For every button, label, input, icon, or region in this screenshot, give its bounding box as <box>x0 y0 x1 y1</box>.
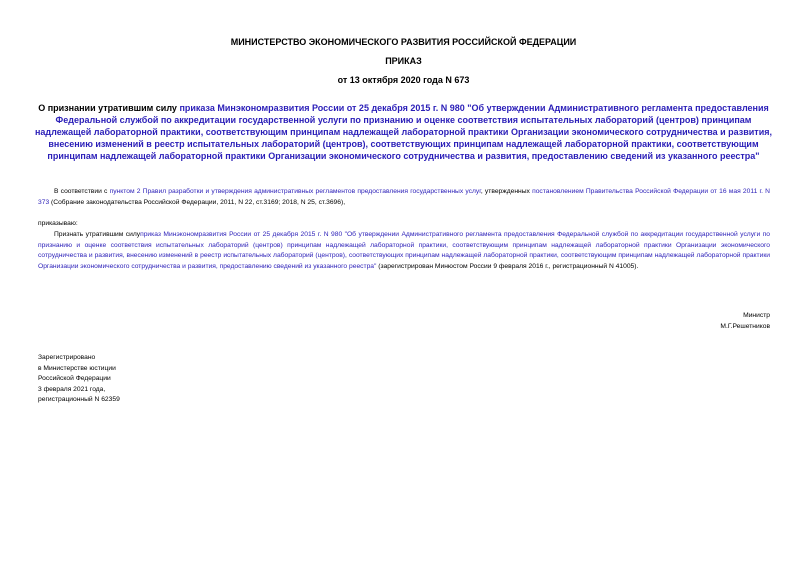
registration-line-2: в Министерстве юстиции <box>38 364 116 372</box>
link-order-980[interactable]: приказ Минэкономразвития России от 25 декабря 2015 г. N 980 "Об утверждении Административного регламента предоставления Федеральной службой по аккредитации государственной услуги по признанию и оценке соответствия испытательных лабораторий (центров) принципам надлежащей лабораторной практики, соответствующим принципам надлежащей лабораторной практики Организации экономического сотрудничества и развития, внесению изменений в реестр испытательных лабораторий (центров), соответствующих принципам надлежащей лабораторной практики, соответствующим принципам надлежащей лабораторной практики Организации экономического сотрудничества и развития, предоставлению сведений из указанного реестра" <box>38 231 770 270</box>
signature-block <box>720 311 770 332</box>
preamble-text-1: В соответствии с <box>54 188 110 195</box>
link-government-resolution-373[interactable]: постановлением Правительства Российской Федерации от 16 мая 2011 г. N 373 <box>38 188 771 206</box>
registration-line-5: регистрационный N 62359 <box>38 396 120 403</box>
order-paragraph <box>38 230 770 272</box>
preamble-text-3: (Собрание законодательства Российской Федерации, 2011, N 22, ст.3169; 2018, N 25, ст.3696), <box>49 198 346 206</box>
signatory-name: М.Г.Решетников <box>720 322 770 330</box>
link-rules-clause-2[interactable]: пунктом 2 Правил разработки и утверждения административных регламентов предоставления государственных услуг <box>109 188 481 195</box>
preamble-text-2: , утвержденных <box>480 188 533 195</box>
document-title <box>34 102 773 162</box>
registration-line-4: 3 февраля 2021 года, <box>38 385 106 393</box>
ministry-name: МИНИСТЕРСТВО ЭКОНОМИЧЕСКОГО РАЗВИТИЯ РОССИЙСКОЙ ФЕДЕРАЦИИ <box>230 37 577 47</box>
document-type: ПРИКАЗ <box>385 56 422 66</box>
title-link-order-980[interactable]: приказа Минэкономразвития России от 25 декабря 2015 г. N 980 "Об утверждении Административного регламента предоставления Федеральной службой по аккредитации государственной услуги по признанию и оценке соответствия испытательных лабораторий (центров) принципам надлежащей лабораторной практики, соответствующим принципам надлежащей лабораторной практики Организации экономического сотрудничества и развития, внесению изменений в реестр испытательных лабораторий (центров), соответствующих принципам надлежащей лабораторной практики, соответствующим принципам надлежащей лабораторной практики Организации экономического сотрудничества и развития, предоставлению сведений из указанного реестра" <box>34 103 772 161</box>
preamble-paragraph <box>38 187 770 208</box>
registration-block <box>38 353 120 406</box>
order-text-1: Признать утратившим силу <box>54 231 141 238</box>
order-text-2: (зарегистрирован Минюстом России 9 февраля 2016 г., регистрационный N 41005). <box>376 262 639 270</box>
document-date: от 13 октября 2020 года N 673 <box>337 75 470 85</box>
signatory-position: Министр <box>743 312 770 319</box>
title-prefix: О признании утратившим силу <box>38 103 180 113</box>
registration-line-1: Зарегистрировано <box>38 354 96 361</box>
order-word: приказываю: <box>38 220 78 227</box>
registration-line-3: Российской Федерации <box>38 375 111 382</box>
